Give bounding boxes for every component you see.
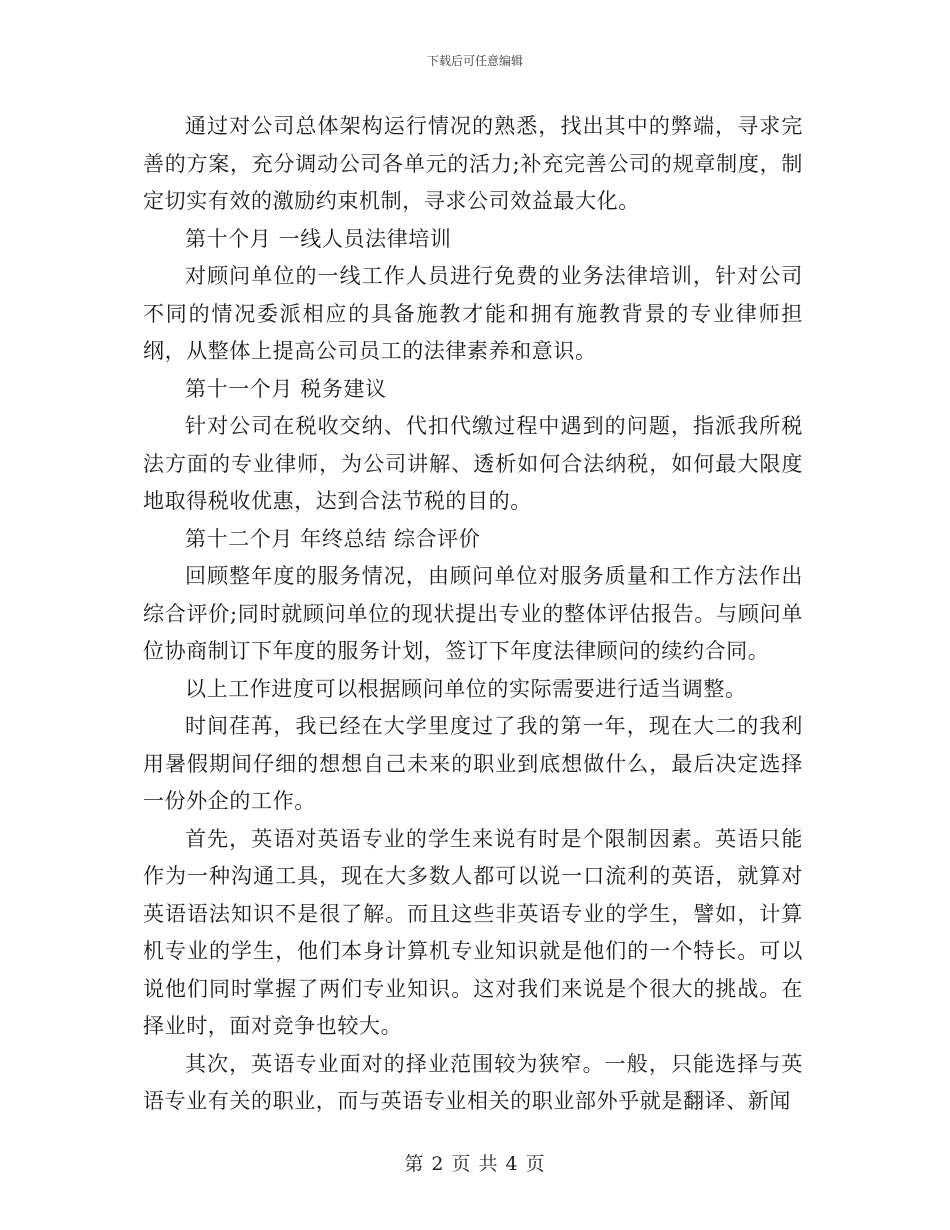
paragraph: 首先，英语对英语专业的学生来说有时是个限制因素。英语只能作为一种沟通工具，现在大多数人都可以说一口流利的英语，就算对英语语法知识不是很了解。而且这些非英语专业的学生，譬如，计算机专业的学生，他们本身计算机专业知识就是他们的一个特长。可以说他们同时掌握了两们专业知识。这对我们来说是个很大的挑战。在择业时，面对竞争也较大。: [143, 826, 803, 1038]
paragraph: 回顾整年度的服务情况，由顾问单位对服务质量和工作方法作出综合评价;同时就顾问单位的现状提出专业的整体评估报告。与顾问单位协商制订下年度的服务计划，签订下年度法律顾问的续约合同。: [143, 564, 803, 663]
document-body: [143, 108, 803, 1121]
page-footer: 第 2 页 共 4 页: [404, 1153, 546, 1175]
page-header: 下载后可任意编辑: [426, 54, 523, 68]
paragraph: 以上工作进度可以根据顾问单位的实际需要进行适当调整。: [185, 676, 747, 701]
section-heading: 第十个月 一线人员法律培训: [185, 226, 452, 251]
section-heading: 第十一个月 税务建议: [185, 376, 387, 401]
section-heading: 第十二个月 年终总结 综合评价: [185, 526, 481, 551]
paragraph: 其次，英语专业面对的择业范围较为狭窄。一般，只能选择与英语专业有关的职业，而与英语专业相关的职业部外乎就是翻译、新闻: [143, 1051, 803, 1113]
paragraph: 时间荏苒，我已经在大学里度过了我的第一年，现在大二的我利用暑假期间仔细的想想自己未来的职业到底想做什么，最后决定选择一份外企的工作。: [143, 714, 803, 813]
paragraph: 对顾问单位的一线工作人员进行免费的业务法律培训，针对公司不同的情况委派相应的具备施教才能和拥有施教背景的专业律师担纲，从整体上提高公司员工的法律素养和意识。: [143, 264, 803, 363]
paragraph: 针对公司在税收交纳、代扣代缴过程中遇到的问题，指派我所税法方面的专业律师，为公司讲解、透析如何合法纳税，如何最大限度地取得税收优惠，达到合法节税的目的。: [143, 414, 803, 513]
paragraph: 通过对公司总体架构运行情况的熟悉，找出其中的弊端，寻求完善的方案，充分调动公司各单元的活力;补充完善公司的规章制度，制定切实有效的激励约束机制，寻求公司效益最大化。: [143, 114, 803, 213]
